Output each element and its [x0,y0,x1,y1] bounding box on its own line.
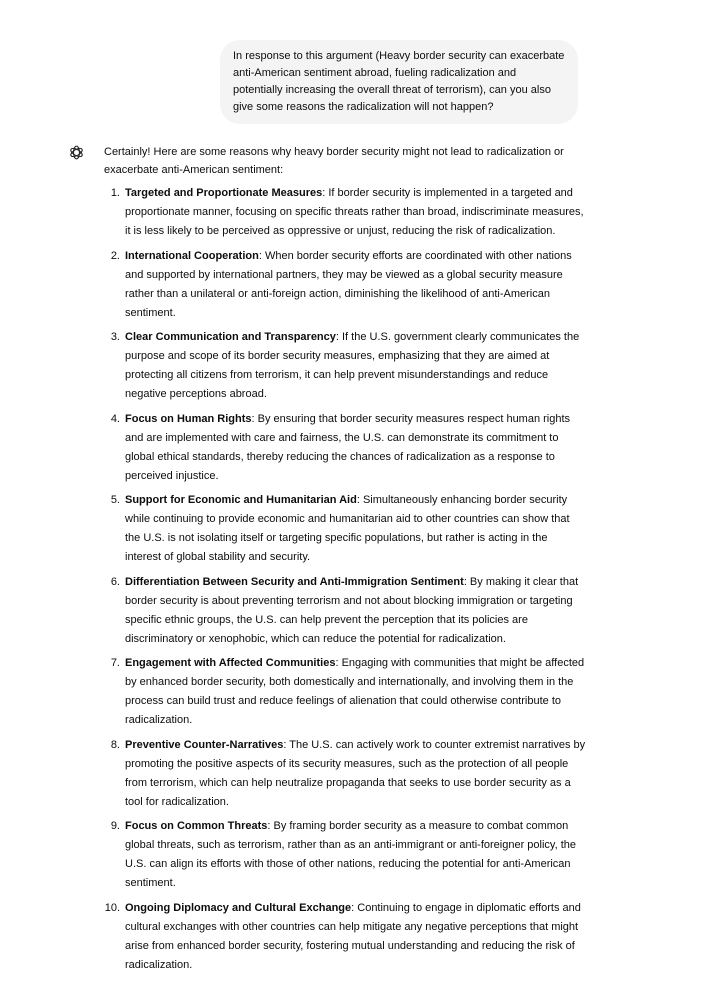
list-number: 7. [110,657,120,669]
assistant-intro: Certainly! Here are some reasons why heavy border security might not lead to radicalization or exacerbate anti-American sentiment: [104,146,564,176]
list-number: 2. [110,249,120,262]
list-number: 4. [110,412,120,425]
list-number: 1. [110,187,120,199]
item-text: : By making it clear that border security is about preventing terrorism and not about blocking immigration or targeting specific ethnic groups, the U.S. can help prevent the perception that its policies are discriminatory or xenophobic, which can reduce the potential for radicalization. [125,575,579,645]
item-title: Ongoing Diplomacy and Cultural Exchange [125,901,352,914]
list-number: 10. [104,901,120,914]
item-title: International Cooperation [125,249,259,262]
item-text: : The U.S. can actively work to counter extremist narratives by promoting the positive aspects of its security measures, such as the protection of all people from terrorism, which can help neutralize propaganda that seeks to use border security as a tool for radicalization. [125,738,586,808]
list-item [104,654,586,730]
item-text: : If the U.S. government clearly communicates the purpose and scope of its border security measures, emphasizing that they are aimed at protecting all citizens from terrorism, it can help prevent misunderstandings and reduce negative perceptions abroad. [125,331,580,400]
item-title: Preventive Counter-Narratives [125,738,284,751]
item-title: Focus on Common Threats [125,820,268,832]
list-item [104,817,586,893]
item-text: : Continuing to engage in diplomatic efforts and cultural exchanges with other countries can help mitigate any negative perceptions that might arise from enhanced border security, fostering mutual understanding and reducing the risk of radicalization. [125,901,581,971]
list-item [104,736,586,812]
reasons-list [104,184,586,975]
list-number: 8. [110,738,120,751]
list-item [104,410,586,486]
item-title: Clear Communication and Transparency [125,331,336,343]
item-text: : By framing border security as a measure to combat common global threats, such as terrorism, rather than as an anti-immigrant or anti-foreigner policy, the U.S. can align its efforts with those of other nations, reducing the potential for anti-American sentiment. [125,820,576,889]
list-item [104,573,586,649]
assistant-message [104,144,586,980]
list-number: 6. [110,575,120,588]
list-number: 3. [110,331,120,343]
item-title: Focus on Human Rights [125,412,252,425]
item-title: Targeted and Proportionate Measures [125,187,323,199]
item-text: : When border security efforts are coordinated with other nations and supported by international partners, they may be viewed as a global security measure rather than a unilateral or anti-foreign action, diminishing the likelihood of anti-American sentiment. [125,249,572,319]
list-item [104,184,586,241]
item-title: Support for Economic and Humanitarian Aid [125,494,357,506]
list-item [104,328,586,404]
list-item [104,491,586,567]
user-message-bubble: In response to this argument (Heavy border security can exacerbate anti-American sentiment abroad, fueling radicalization and potentially increasing the overall threat of terrorism), can you also give some reasons the radicalization will not happen? [220,40,578,124]
list-number: 9. [110,820,120,832]
item-text: : Engaging with communities that might be affected by enhanced border security, both domestically and internationally, and involving them in the process can build trust and reduce feelings of alienation that could otherwise contribute to radicalization. [125,657,585,726]
item-text: : If border security is implemented in a targeted and proportionate manner, focusing on specific threats rather than broad, indiscriminate measures, it is less likely to be perceived as oppressive or unjust, reducing the risk of radicalization. [125,187,584,237]
item-title: Differentiation Between Security and Anti-Immigration Sentiment [125,575,464,588]
item-text: : By ensuring that border security measures respect human rights and are implemented with care and fairness, the U.S. can demonstrate its commitment to global ethical standards, thereby reducing the chances of radicalization as a response to perceived injustice. [125,412,571,482]
list-item [104,247,586,323]
list-item [104,899,586,975]
list-number: 5. [110,494,120,506]
openai-logo-icon [68,144,85,161]
item-title: Engagement with Affected Communities [125,657,336,669]
item-text: : Simultaneously enhancing border security while continuing to provide economic and humanitarian aid to other countries can show that the U.S. is not isolating itself or targeting specific populations, but rather is acting in the interest of global stability and security. [125,494,570,563]
